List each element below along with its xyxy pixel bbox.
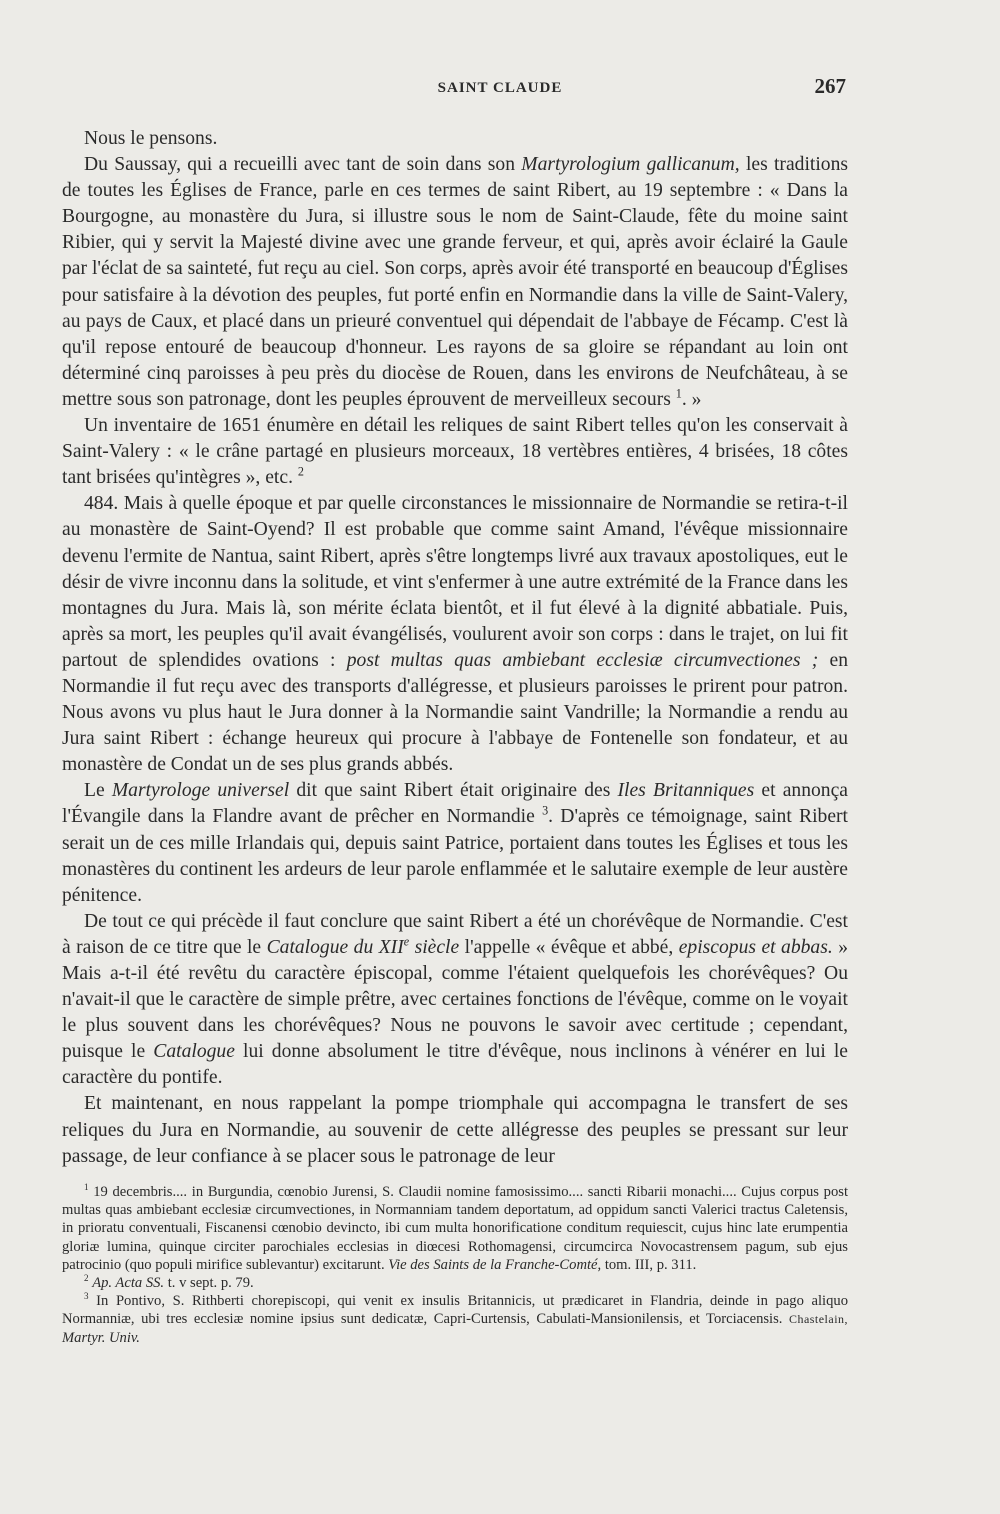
- text: 19 decembris.... in Burgundia, cœnobio Jurensi, S. Claudii nomine famosissimo.... sancti Ribarii monachi.... Cujus corpus post multas quas ambiebant ecclesiæ circumvectiones, in Normanniam tandem deportatum, ad oppidum sancti Valerici tractus Caletensis, in prioratu conventuali, Fiscanensi cœnobio devincto, ibi cum multa honorificatione conditum requiescit, cujus hinc late erumpentia gloriæ lumina, quinque circiter parochiales ecclesias in diœcesi Rothomagensi, circumcirca Novocastrensem pagum, sub ejus patrocinio (quo populi mirifice sublevantur) excitarunt.: [62, 1184, 848, 1273]
- footnote-ref: 3: [542, 803, 549, 818]
- paragraph: [62, 778, 848, 908]
- work-title: Martyrologium gallicanum,: [521, 154, 740, 176]
- page-header: [0, 72, 1000, 102]
- footnote: [62, 1183, 848, 1274]
- text: tom. III, p. 311.: [601, 1256, 697, 1273]
- footnote-number: 1: [84, 1182, 89, 1193]
- text: . »: [681, 388, 702, 410]
- text: t. v sept. p. 79.: [164, 1275, 254, 1292]
- paragraph: Et maintenant, en nous rappelant la pompe triomphale qui accompagna le transfert de ses reliques du Jura en Normandie, au souvenir de cette allégresse des peuples se pressant sur leur passage, de leur confiance à se placer sous le patronage de leur: [62, 1093, 848, 1167]
- work-title: Martyr. Univ.: [62, 1329, 140, 1346]
- author-name: Chastelain,: [788, 1312, 848, 1327]
- text: In Pontivo, S. Rithberti chorepiscopi, qui venit ex insulis Britannicis, ut prædicaret in Flandria, deinde in pago aliquo Normanniæ, ubi tres ecclesiæ nomine ipsius sunt dedicatæ, Capri-Curtensis, Cabulati-Mansionilensis, et Torciacensis.: [62, 1293, 848, 1328]
- text: Catalogue du XII: [266, 936, 404, 958]
- text: l'appelle « évêque et abbé,: [459, 936, 679, 958]
- paragraph: [62, 491, 848, 778]
- text: Un inventaire de 1651 énumère en détail les reliques de saint Ribert telles qu'on les conservait à Saint-Valery : « le crâne partagé en plusieurs morceaux, 18 vertèbres entières, 4 brisées, 18 côtes tant brisées qu'intègres », etc.: [62, 415, 848, 489]
- paragraph: [62, 909, 848, 1092]
- text: 484. Mais à quelle époque et par quelle circonstances le missionnaire de Normandie se retira-t-il au monastère de Saint-Oyend? Il est probable que comme saint Amand, l'évêque missionnaire devenu l'ermite de Nantua, saint Ribert, après s'être longtemps livré aux travaux apostoliques, eut le désir de vivre inconnu dans la solitude, et vint s'enfermer à une autre extrémité de la France dans les montagnes du Jura. Mais là, son mérite éclata bientôt, et il fut élevé à la dignité abbatiale. Puis, après sa mort, les peuples qu'il avait évangélisés, voulurent avoir son corps : dans le trajet, on lui fit partout de splendides ovations :: [62, 493, 848, 671]
- work-title: [266, 934, 460, 958]
- footnote-ref: 1: [675, 386, 682, 401]
- text: en Normandie il fut reçu avec des transports d'allégresse, et plusieurs paroisses le prirent pour patron. Nous avons vu plus haut le Jura donner à la Normandie saint Vandrille; la Normandie a rendu au Jura saint Ribert : échange heureux qui procure à l'abbaye de Fontenelle son fondateur, et au monastère de Condat un de ses plus grands abbés.: [62, 649, 848, 776]
- text: lui donne absolument le titre d'évêque, nous inclinons à vénérer en lui le caractère du pontife.: [62, 1041, 848, 1089]
- paragraph: Nous le pensons.: [84, 128, 218, 149]
- place-name: Iles Britanniques: [617, 780, 755, 802]
- latin-quote: post multas quas ambiebant ecclesiæ circumvectiones ;: [346, 649, 819, 671]
- text: . D'après ce témoignage, saint Ribert serait un de ces mille Irlandais qui, depuis saint Patrice, portaient dans toutes les Églises et tous les monastères du continent les ardeurs de leur parole enflammée et le salutaire exemple de leur austère pénitence.: [62, 806, 849, 906]
- body-text: [62, 126, 848, 1170]
- footnote-number: 2: [84, 1273, 89, 1284]
- work-title: Vie des Saints de la Franche-Comté,: [388, 1256, 602, 1273]
- work-title: Catalogue: [153, 1041, 235, 1063]
- work-title: Ap. Acta SS.: [92, 1275, 165, 1292]
- text: » Mais a-t-il été revêtu du caractère épiscopal, comme l'étaient quelquefois les chorévêques? Ou n'avait-il que le caractère de simple prêtre, avec certaines fonctions de l'évêque, comme on le voyait le plus souvent dans les chorévêques? Nous ne pouvons le savoir avec certitude ; cependant, puisque le: [62, 936, 848, 1063]
- paragraph: [62, 413, 848, 491]
- running-title: SAINT CLAUDE: [437, 80, 563, 96]
- text: dit que saint Ribert était originaire des: [289, 780, 618, 802]
- text: et annonça l'Évangile dans la Flandre avant de prêcher en Normandie: [62, 780, 848, 828]
- work-title: Martyrologe universel: [111, 780, 290, 802]
- footnote-number: 3: [84, 1291, 89, 1302]
- text: siècle: [409, 936, 460, 958]
- footnote: [62, 1274, 848, 1292]
- paragraph: [62, 152, 848, 413]
- latin-quote: episcopus et abbas.: [678, 936, 833, 958]
- footnote: [62, 1292, 848, 1347]
- text: les traditions de toutes les Églises de France, parle en ces termes de saint Ribert, au 19 septembre : « Dans la Bourgogne, au monastère du Jura, si illustre sous le nom de Saint-Claude, fête du moine saint Ribier, qui y servit la Majesté divine avec une grande ferveur, et qui, après avoir éclairé la Gaule par l'éclat de sa sainteté, fut reçu au ciel. Son corps, après avoir été transporté en beaucoup d'Églises pour satisfaire à la dévotion des peuples, fut porté enfin en Normandie dans la ville de Saint-Valery, au pays de Caux, et placé dans un prieuré conventuel qui dépendait de l'abbaye de Fécamp. C'est là qu'il repose entouré de beaucoup d'honneur. Les rayons de sa gloire se répandant au loin ont déterminé cinq paroisses à peu près du diocèse de Rouen, dans les environs de Neufchâteau, à se mettre sous son patronage, dont les peuples éprouvent de merveilleux secours: [62, 154, 848, 410]
- text: Du Saussay, qui a recueilli avec tant de soin dans son: [84, 154, 522, 176]
- footnotes: [62, 1183, 848, 1347]
- text: De tout ce qui précède il faut conclure que saint Ribert a été un chorévêque de Normandie. C'est à raison de ce titre que le: [62, 910, 848, 958]
- footnote-ref: 2: [297, 464, 304, 479]
- text: Le: [84, 780, 112, 802]
- page-number: 267: [814, 74, 846, 98]
- superscript: e: [403, 934, 410, 949]
